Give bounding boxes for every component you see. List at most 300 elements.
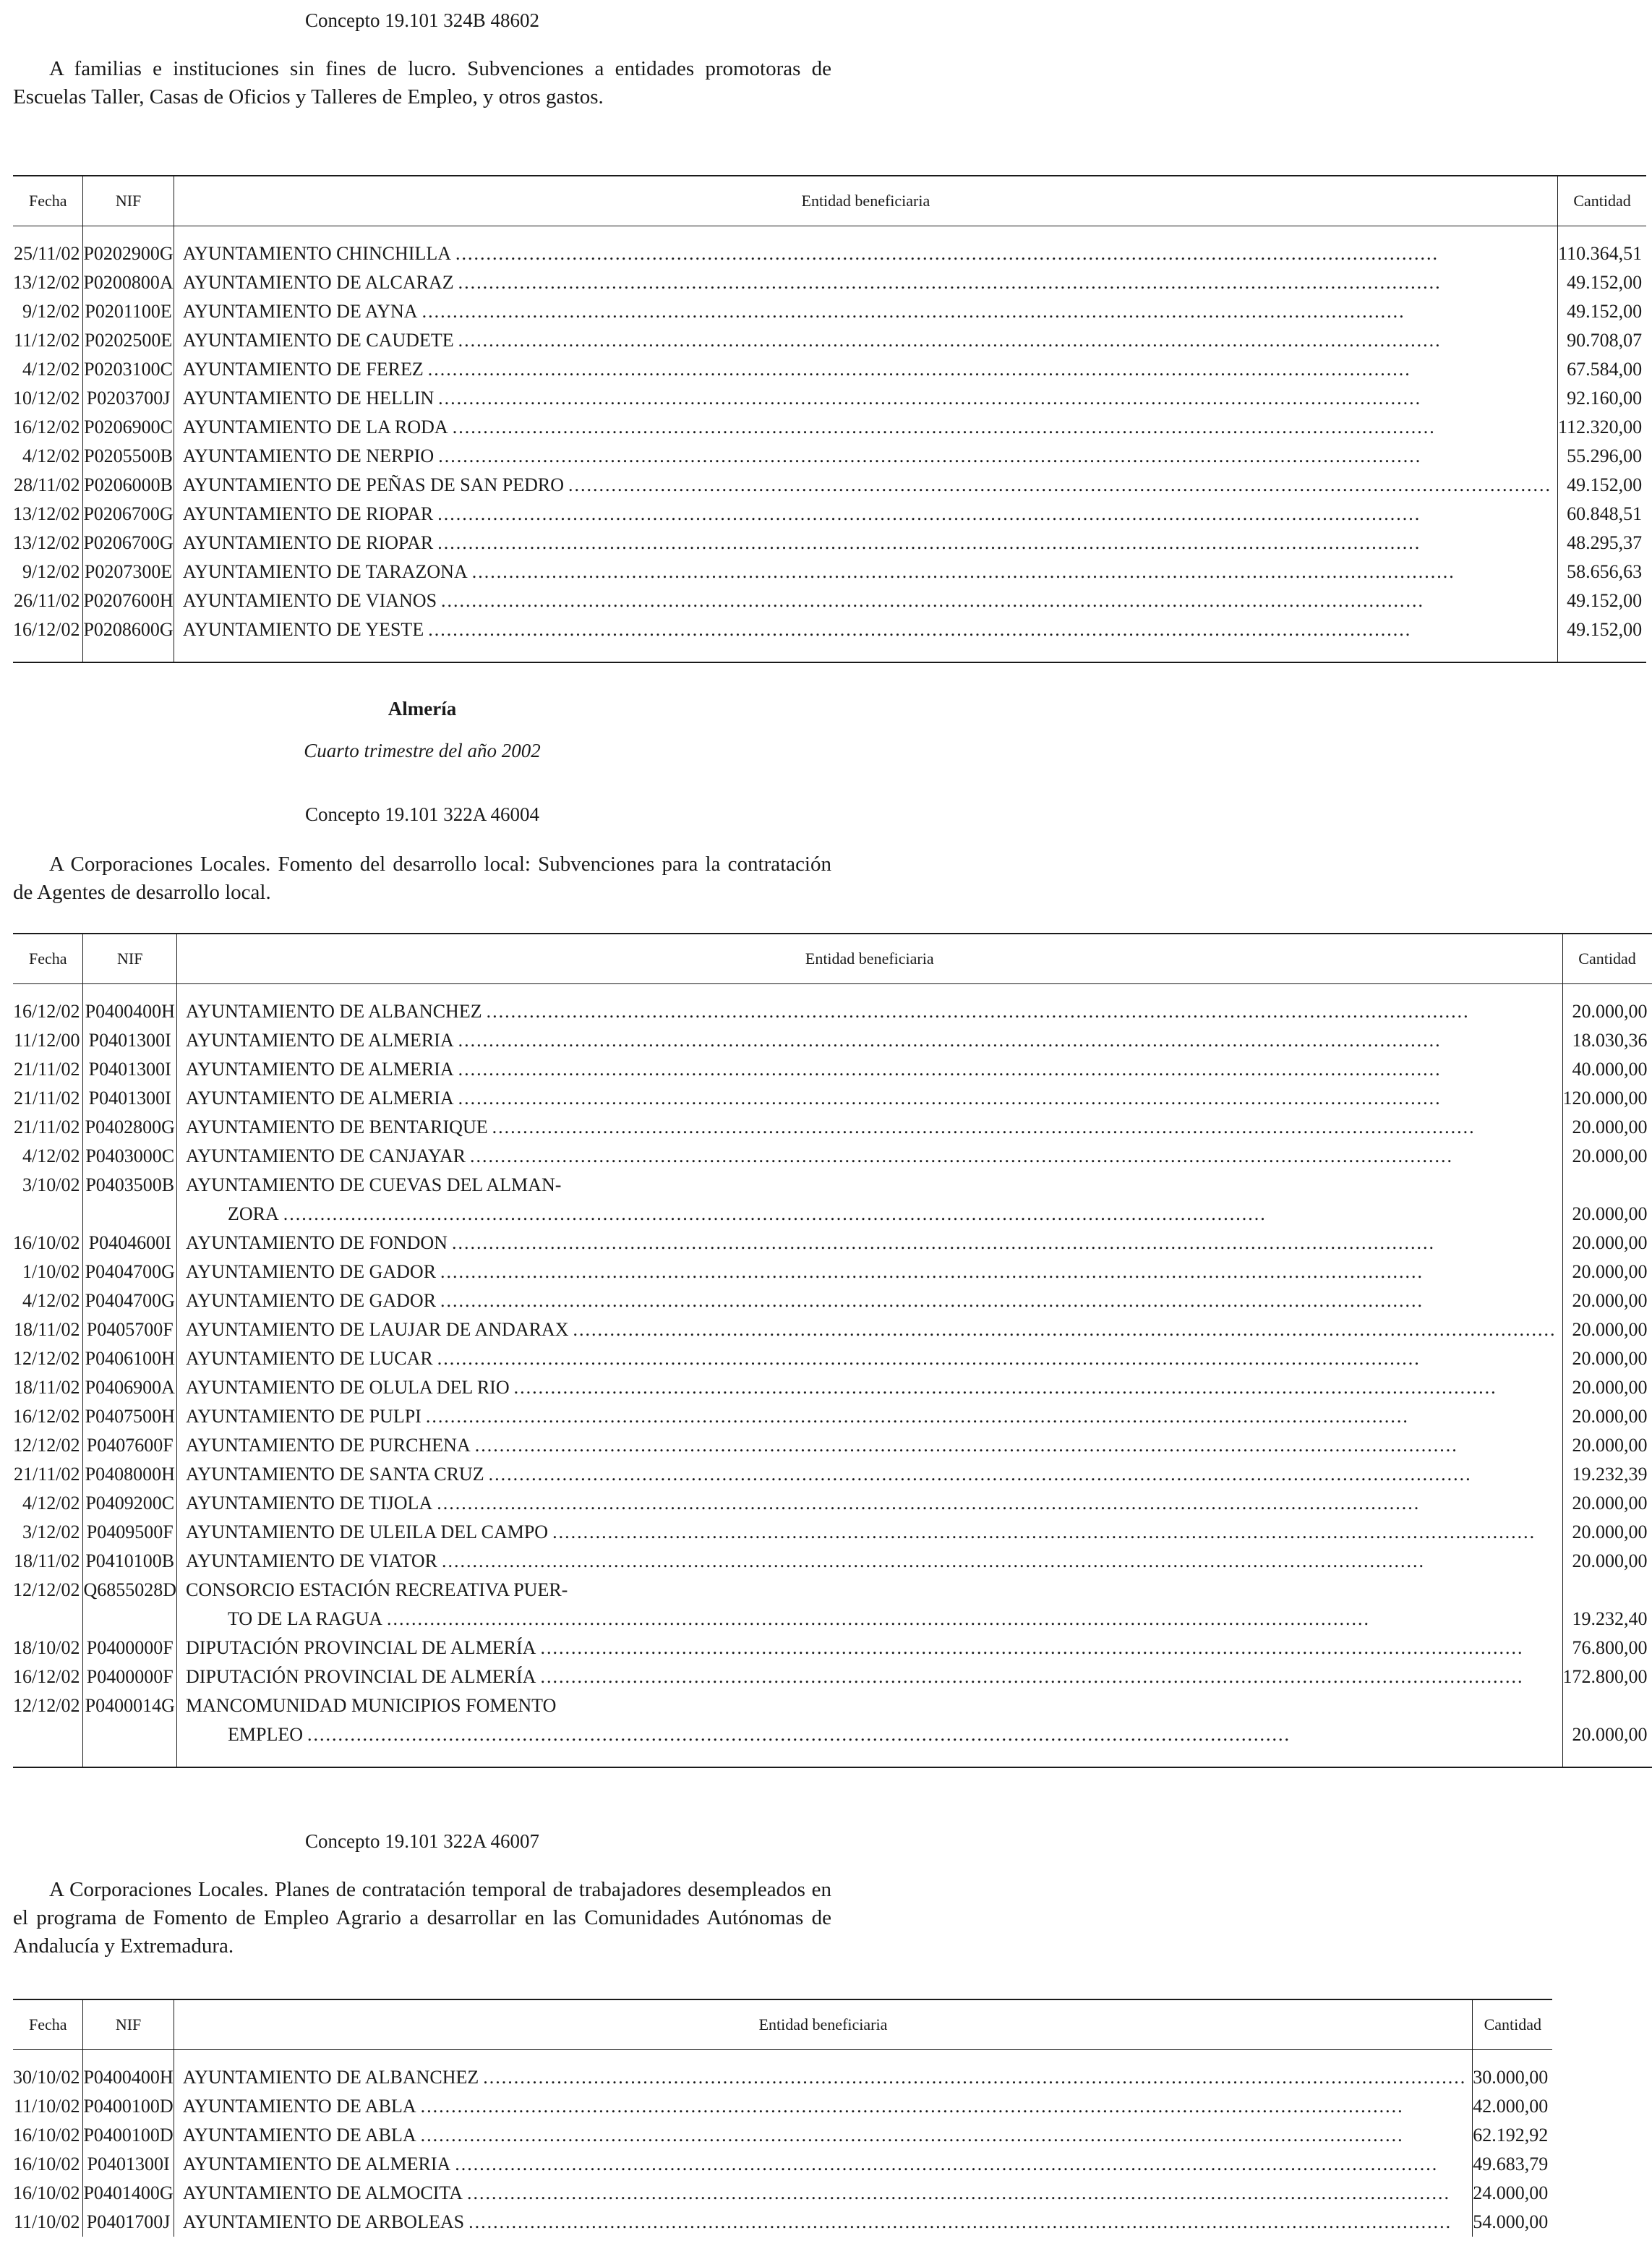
cell-fecha: 13/12/02 xyxy=(13,503,80,524)
cell-entidad xyxy=(174,2208,1473,2237)
cell-cantidad: 20.000,00 xyxy=(1562,1720,1652,1749)
cell-fecha: 13/12/02 xyxy=(13,532,80,553)
cell-entidad xyxy=(174,2121,1473,2150)
dot-leader: ................................................................................................................................................................ xyxy=(468,2211,1452,2232)
dot-leader: ................................................................................................................................................................ xyxy=(483,2067,1467,2088)
spacer-row xyxy=(13,984,1652,998)
table-row xyxy=(13,1605,1652,1634)
spacer-row xyxy=(13,226,1646,240)
entidad-name: AYUNTAMIENTO DE ALMERIA xyxy=(186,1059,454,1080)
cell-fecha: 21/11/02 xyxy=(13,1464,80,1485)
cell-nif: P0203100C xyxy=(83,355,174,384)
cell-cantidad: 20.000,00 xyxy=(1562,1229,1652,1258)
cell-entidad xyxy=(174,297,1557,326)
dot-leader: ................................................................................................................................................................ xyxy=(513,1377,1497,1398)
cell-cantidad: 24.000,00 xyxy=(1473,2179,1553,2208)
table-row xyxy=(13,442,1646,471)
cell-nif: P0403500B xyxy=(83,1171,177,1200)
cell-entidad xyxy=(174,384,1557,413)
dot-leader: ................................................................................................................................................................ xyxy=(428,619,1412,640)
cell-cantidad: 30.000,00 xyxy=(1473,2063,1553,2092)
cell-cantidad: 20.000,00 xyxy=(1562,1113,1652,1142)
dot-leader: ................................................................................................................................................................ xyxy=(458,1088,1442,1109)
spacer-row xyxy=(13,2050,1552,2064)
cell-nif: P0202500E xyxy=(83,326,174,355)
cell-nif: P0403000C xyxy=(83,1142,177,1171)
cell-entidad xyxy=(177,1229,1562,1258)
entidad-name: AYUNTAMIENTO DE PEÑAS DE SAN PEDRO xyxy=(182,474,565,495)
entidad-name: AYUNTAMIENTO DE ALBANCHEZ xyxy=(186,1001,482,1022)
cell-nif: P0207600H xyxy=(83,586,174,615)
entidad-name: AYUNTAMIENTO DE LA RODA xyxy=(182,417,448,437)
entidad-name: AYUNTAMIENTO DE ALBANCHEZ xyxy=(182,2067,479,2088)
cell-entidad xyxy=(174,326,1557,355)
cell-cantidad: 60.848,51 xyxy=(1558,500,1647,529)
cell-fecha: 18/11/02 xyxy=(13,1377,80,1398)
cell-nif: P0400000F xyxy=(83,1634,177,1662)
cell-fecha: 30/10/02 xyxy=(13,2067,80,2088)
region-title: Almería xyxy=(388,698,457,720)
table-row xyxy=(13,997,1652,1026)
grants-table-2 xyxy=(13,933,1652,1768)
table-row xyxy=(13,1344,1652,1373)
dot-leader: ................................................................................................................................................................ xyxy=(438,445,1422,466)
cell-fecha: 16/10/02 xyxy=(13,2182,80,2203)
cell-cantidad: 49.152,00 xyxy=(1558,297,1647,326)
cell-nif: P0409500F xyxy=(83,1518,177,1547)
cell-fecha: 10/12/02 xyxy=(13,388,80,409)
period-subtitle: Cuarto trimestre del año 2002 xyxy=(304,740,541,761)
header-entidad: Entidad beneficiaria xyxy=(177,934,1562,984)
cell-nif: P0206900C xyxy=(83,413,174,442)
cell-cantidad: 120.000,00 xyxy=(1562,1084,1652,1113)
cell-cantidad: 20.000,00 xyxy=(1562,1489,1652,1518)
cell-nif xyxy=(83,1200,177,1229)
dot-leader: ................................................................................................................................................................ xyxy=(492,1117,1476,1137)
header-entidad: Entidad beneficiaria xyxy=(174,176,1557,226)
entidad-name: AYUNTAMIENTO DE VIANOS xyxy=(182,590,437,611)
cell-entidad xyxy=(174,615,1557,644)
entidad-name: DIPUTACIÓN PROVINCIAL DE ALMERÍA xyxy=(186,1637,536,1658)
entidad-name: AYUNTAMIENTO DE NERPIO xyxy=(182,445,435,466)
cell-fecha: 3/12/02 xyxy=(22,1521,80,1542)
cell-fecha: 16/10/02 xyxy=(13,2154,80,2174)
entidad-name: AYUNTAMIENTO DE CAUDETE xyxy=(182,330,454,351)
cell-nif: Q6855028D xyxy=(83,1576,177,1605)
cell-entidad xyxy=(177,1344,1562,1373)
cell-fecha: 11/12/02 xyxy=(13,330,80,351)
table-row xyxy=(13,1460,1652,1489)
cell-fecha: 18/11/02 xyxy=(13,1550,80,1571)
cell-entidad xyxy=(177,1720,1562,1749)
table-row xyxy=(13,2150,1552,2179)
spacer-row xyxy=(13,644,1646,662)
entidad-name: AYUNTAMIENTO DE GADOR xyxy=(186,1290,437,1311)
cell-fecha: 16/12/02 xyxy=(13,1406,80,1427)
entidad-name: AYUNTAMIENTO CHINCHILLA xyxy=(182,243,451,264)
dot-leader: ................................................................................................................................................................ xyxy=(455,2154,1439,2174)
cell-cantidad: 49.152,00 xyxy=(1558,615,1647,644)
cell-entidad xyxy=(174,471,1557,500)
cell-cantidad: 58.656,63 xyxy=(1558,558,1647,586)
cell-entidad xyxy=(174,586,1557,615)
cell-nif xyxy=(83,1720,177,1749)
cell-entidad xyxy=(177,997,1562,1026)
cell-fecha: 1/10/02 xyxy=(22,1261,80,1282)
cell-entidad xyxy=(174,355,1557,384)
cell-nif: P0410100B xyxy=(83,1547,177,1576)
cell-nif: P0207300E xyxy=(83,558,174,586)
cell-entidad xyxy=(177,1373,1562,1402)
cell-entidad xyxy=(174,442,1557,471)
table-row xyxy=(13,529,1646,558)
header-nif: NIF xyxy=(83,1999,174,2050)
table-row xyxy=(13,2208,1552,2237)
cell-nif: P0206700G xyxy=(83,500,174,529)
cell-cantidad: 172.800,00 xyxy=(1562,1662,1652,1691)
cell-cantidad: 49.152,00 xyxy=(1558,471,1647,500)
cell-cantidad: 42.000,00 xyxy=(1473,2092,1553,2121)
table-row xyxy=(13,1547,1652,1576)
table-row xyxy=(13,1026,1652,1055)
cell-entidad xyxy=(177,1286,1562,1315)
entidad-name: AYUNTAMIENTO DE OLULA DEL RIO xyxy=(186,1377,510,1398)
cell-cantidad: 76.800,00 xyxy=(1562,1634,1652,1662)
table-row xyxy=(13,2063,1552,2092)
cell-entidad xyxy=(174,413,1557,442)
cell-entidad xyxy=(177,1200,1562,1229)
cell-cantidad: 49.152,00 xyxy=(1558,586,1647,615)
cell-nif: P0400400H xyxy=(83,997,177,1026)
table-row xyxy=(13,1315,1652,1344)
cell-fecha: 12/12/02 xyxy=(13,1695,80,1716)
dot-leader: ................................................................................................................................................................ xyxy=(452,417,1436,437)
cell-nif: P0202900G xyxy=(83,239,174,268)
table-row xyxy=(13,1576,1652,1605)
entidad-name: CONSORCIO ESTACIÓN RECREATIVA PUER- xyxy=(186,1579,568,1600)
table-row xyxy=(13,1489,1652,1518)
cell-nif: P0406900A xyxy=(83,1373,177,1402)
table-row xyxy=(13,1720,1652,1749)
dot-leader: ................................................................................................................................................................ xyxy=(437,1493,1421,1514)
entidad-name: AYUNTAMIENTO DE PURCHENA xyxy=(186,1435,471,1456)
dot-leader: ................................................................................................................................................................ xyxy=(440,1290,1424,1311)
entidad-name: ZORA xyxy=(228,1203,279,1224)
cell-nif: P0400100D xyxy=(83,2092,174,2121)
header-fecha: Fecha xyxy=(13,176,83,226)
entidad-name: AYUNTAMIENTO DE TIJOLA xyxy=(186,1493,433,1514)
cell-nif: P0406100H xyxy=(83,1344,177,1373)
spacer-row xyxy=(13,1749,1652,1767)
cell-nif: P0206000B xyxy=(83,471,174,500)
dot-leader: ................................................................................................................................................................ xyxy=(474,1435,1458,1456)
table-row xyxy=(13,297,1646,326)
dot-leader: ................................................................................................................................................................ xyxy=(420,2125,1404,2146)
cell-nif xyxy=(83,1605,177,1634)
cell-entidad xyxy=(177,1518,1562,1547)
table-row xyxy=(13,586,1646,615)
cell-entidad xyxy=(177,1691,1562,1720)
dot-leader: ................................................................................................................................................................ xyxy=(441,590,1425,611)
concepto-heading-1: Concepto 19.101 324B 48602 xyxy=(305,9,539,31)
dot-leader: ................................................................................................................................................................ xyxy=(466,2182,1450,2203)
cell-fecha: 4/12/02 xyxy=(22,359,80,380)
cell-entidad xyxy=(177,1460,1562,1489)
dot-leader: ................................................................................................................................................................ xyxy=(387,1608,1371,1629)
cell-nif: P0400100D xyxy=(83,2121,174,2150)
dot-leader: ................................................................................................................................................................ xyxy=(437,532,1421,553)
cell-cantidad: 62.192,92 xyxy=(1473,2121,1553,2150)
table-row xyxy=(13,1142,1652,1171)
cell-nif: P0401300I xyxy=(83,2150,174,2179)
cell-entidad xyxy=(177,1113,1562,1142)
cell-cantidad xyxy=(1562,1576,1652,1605)
cell-nif: P0405700F xyxy=(83,1315,177,1344)
cell-cantidad: 54.000,00 xyxy=(1473,2208,1553,2237)
dot-leader: ................................................................................................................................................................ xyxy=(438,388,1422,409)
cell-entidad xyxy=(177,1055,1562,1084)
entidad-name: AYUNTAMIENTO DE AYNA xyxy=(182,301,418,322)
header-fecha: Fecha xyxy=(13,1999,83,2050)
cell-cantidad: 67.584,00 xyxy=(1558,355,1647,384)
dot-leader: ................................................................................................................................................................ xyxy=(420,2096,1404,2117)
cell-nif: P0409200C xyxy=(83,1489,177,1518)
header-nif: NIF xyxy=(83,176,174,226)
cell-entidad xyxy=(177,1547,1562,1576)
cell-cantidad: 20.000,00 xyxy=(1562,1373,1652,1402)
cell-fecha: 16/12/02 xyxy=(13,417,80,437)
entidad-name: AYUNTAMIENTO DE ALMERIA xyxy=(186,1088,454,1109)
entidad-name: AYUNTAMIENTO DE LUCAR xyxy=(186,1348,433,1369)
cell-cantidad: 19.232,39 xyxy=(1562,1460,1652,1489)
entidad-name: AYUNTAMIENTO DE GADOR xyxy=(186,1261,437,1282)
table-row xyxy=(13,326,1646,355)
entidad-name: AYUNTAMIENTO DE CANJAYAR xyxy=(186,1145,466,1166)
table-row xyxy=(13,2179,1552,2208)
cell-fecha: 16/10/02 xyxy=(13,1232,80,1253)
table-row xyxy=(13,1662,1652,1691)
dot-leader: ................................................................................................................................................................ xyxy=(471,561,1455,582)
cell-fecha: 9/12/02 xyxy=(22,561,80,582)
cell-nif: P0203700J xyxy=(83,384,174,413)
header-entidad: Entidad beneficiaria xyxy=(174,1999,1473,2050)
cell-entidad xyxy=(177,1576,1562,1605)
dot-leader: ................................................................................................................................................................ xyxy=(486,1001,1470,1022)
cell-nif: P0401400G xyxy=(83,2179,174,2208)
cell-fecha: 16/12/02 xyxy=(13,1001,80,1022)
table-row xyxy=(13,1691,1652,1720)
entidad-name: AYUNTAMIENTO DE VIATOR xyxy=(186,1550,437,1571)
cell-nif: P0407600F xyxy=(83,1431,177,1460)
cell-entidad xyxy=(174,500,1557,529)
dot-leader: ................................................................................................................................................................ xyxy=(458,1059,1442,1080)
cell-fecha: 28/11/02 xyxy=(13,474,80,495)
header-cantidad: Cantidad xyxy=(1473,1999,1553,2050)
cell-fecha: 25/11/02 xyxy=(13,243,80,264)
cell-fecha: 4/12/02 xyxy=(22,1290,80,1311)
concepto-description-3 xyxy=(13,1876,831,1960)
cell-entidad xyxy=(174,2150,1473,2179)
cell-nif: P0408000H xyxy=(83,1460,177,1489)
cell-fecha: 18/11/02 xyxy=(13,1319,80,1340)
concepto-description-1 xyxy=(13,55,831,111)
cell-fecha: 18/10/02 xyxy=(13,1637,80,1658)
cell-cantidad: 20.000,00 xyxy=(1562,997,1652,1026)
table-row xyxy=(13,1229,1652,1258)
description-text-1: A familias e instituciones sin fines de lucro. Subvenciones a entidades promotoras de Escuelas Taller, Casas de Oficios y Talleres de Empleo, y otros gastos. xyxy=(13,57,831,108)
dot-leader: ................................................................................................................................................................ xyxy=(283,1203,1267,1224)
grants-table-1 xyxy=(13,175,1646,663)
cell-nif: P0401700J xyxy=(83,2208,174,2237)
table-row xyxy=(13,355,1646,384)
cell-nif: P0400014G xyxy=(83,1691,177,1720)
cell-cantidad: 110.364,51 xyxy=(1558,239,1647,268)
cell-fecha: 21/11/02 xyxy=(13,1059,80,1080)
cell-entidad xyxy=(174,239,1557,268)
cell-cantidad: 20.000,00 xyxy=(1562,1431,1652,1460)
cell-entidad xyxy=(174,268,1557,297)
dot-leader: ................................................................................................................................................................ xyxy=(425,1406,1409,1427)
table-row xyxy=(13,384,1646,413)
dot-leader: ................................................................................................................................................................ xyxy=(440,1261,1424,1282)
table-row xyxy=(13,1113,1652,1142)
cell-entidad xyxy=(174,2063,1473,2092)
header-nif: NIF xyxy=(83,934,177,984)
cell-cantidad: 49.152,00 xyxy=(1558,268,1647,297)
table-row xyxy=(13,1518,1652,1547)
cell-entidad xyxy=(177,1634,1562,1662)
cell-entidad xyxy=(177,1258,1562,1286)
entidad-name: AYUNTAMIENTO DE ALMOCITA xyxy=(182,2182,463,2203)
cell-cantidad: 20.000,00 xyxy=(1562,1518,1652,1547)
cell-entidad xyxy=(177,1402,1562,1431)
description-text-3: A Corporaciones Locales. Planes de contratación temporal de trabajadores desempleados en el programa de Fomento de Empleo Agrario a desarrollar en las Comunidades Autónomas de Andalucía y Extremadura. xyxy=(13,1878,831,1958)
cell-cantidad: 18.030,36 xyxy=(1562,1026,1652,1055)
dot-leader: ................................................................................................................................................................ xyxy=(458,1030,1442,1051)
grants-table-3 xyxy=(13,1999,1552,2237)
cell-cantidad: 19.232,40 xyxy=(1562,1605,1652,1634)
dot-leader: ................................................................................................................................................................ xyxy=(540,1637,1524,1658)
dot-leader: ................................................................................................................................................................ xyxy=(458,330,1442,351)
cell-fecha: 26/11/02 xyxy=(13,590,80,611)
table-row xyxy=(13,500,1646,529)
entidad-name: AYUNTAMIENTO DE ABLA xyxy=(182,2096,416,2117)
cell-cantidad: 20.000,00 xyxy=(1562,1142,1652,1171)
cell-fecha: 12/12/02 xyxy=(13,1348,80,1369)
dot-leader: ................................................................................................................................................................ xyxy=(470,1145,1454,1166)
cell-fecha: 4/12/02 xyxy=(22,445,80,466)
cell-nif: P0208600G xyxy=(83,615,174,644)
cell-nif: P0407500H xyxy=(83,1402,177,1431)
cell-nif: P0201100E xyxy=(83,297,174,326)
table-row xyxy=(13,558,1646,586)
entidad-name: MANCOMUNIDAD MUNICIPIOS FOMENTO xyxy=(186,1695,557,1716)
cell-entidad xyxy=(174,529,1557,558)
cell-fecha: 4/12/02 xyxy=(22,1493,80,1514)
table-row xyxy=(13,1634,1652,1662)
cell-fecha: 12/12/02 xyxy=(13,1435,80,1456)
dot-leader: ................................................................................................................................................................ xyxy=(540,1666,1524,1687)
description-text-2: A Corporaciones Locales. Fomento del desarrollo local: Subvenciones para la contratación de Agentes de desarrollo local. xyxy=(13,853,831,904)
entidad-name: AYUNTAMIENTO DE FEREZ xyxy=(182,359,424,380)
table-row xyxy=(13,615,1646,644)
concepto-description-2 xyxy=(13,850,831,907)
cell-entidad xyxy=(177,1489,1562,1518)
entidad-name: AYUNTAMIENTO DE PULPI xyxy=(186,1406,421,1427)
entidad-name: AYUNTAMIENTO DE CUEVAS DEL ALMAN- xyxy=(186,1174,562,1195)
table-row xyxy=(13,1402,1652,1431)
cell-fecha: 11/10/02 xyxy=(13,2211,80,2232)
cell-cantidad: 48.295,37 xyxy=(1558,529,1647,558)
cell-fecha: 16/12/02 xyxy=(13,619,80,640)
cell-entidad xyxy=(174,2092,1473,2121)
entidad-name: AYUNTAMIENTO DE ARBOLEAS xyxy=(182,2211,465,2232)
cell-nif: P0401300I xyxy=(83,1055,177,1084)
table-row xyxy=(13,2121,1552,2150)
table-row xyxy=(13,1084,1652,1113)
cell-nif: P0400400H xyxy=(83,2063,174,2092)
entidad-name: AYUNTAMIENTO DE HELLIN xyxy=(182,388,435,409)
entidad-name: AYUNTAMIENTO DE TARAZONA xyxy=(182,561,468,582)
dot-leader: ................................................................................................................................................................ xyxy=(458,272,1442,293)
dot-leader: ................................................................................................................................................................ xyxy=(307,1724,1291,1745)
cell-fecha: 13/12/02 xyxy=(13,272,80,293)
header-fecha: Fecha xyxy=(13,934,83,984)
cell-fecha xyxy=(13,1720,83,1749)
cell-entidad xyxy=(177,1142,1562,1171)
entidad-name: AYUNTAMIENTO DE RIOPAR xyxy=(182,532,434,553)
cell-fecha: 11/12/00 xyxy=(13,1030,80,1051)
cell-entidad xyxy=(174,558,1557,586)
cell-cantidad: 49.683,79 xyxy=(1473,2150,1553,2179)
dot-leader: ................................................................................................................................................................ xyxy=(573,1319,1557,1340)
cell-entidad xyxy=(177,1662,1562,1691)
cell-cantidad: 112.320,00 xyxy=(1558,413,1647,442)
entidad-name: AYUNTAMIENTO DE YESTE xyxy=(182,619,424,640)
entidad-name: AYUNTAMIENTO DE BENTARIQUE xyxy=(186,1117,488,1137)
cell-cantidad: 55.296,00 xyxy=(1558,442,1647,471)
cell-entidad xyxy=(177,1431,1562,1460)
cell-cantidad: 20.000,00 xyxy=(1562,1258,1652,1286)
cell-cantidad: 20.000,00 xyxy=(1562,1547,1652,1576)
table-row xyxy=(13,1171,1652,1200)
cell-nif: P0206700G xyxy=(83,529,174,558)
cell-nif: P0205500B xyxy=(83,442,174,471)
header-cantidad: Cantidad xyxy=(1562,934,1652,984)
cell-fecha: 16/12/02 xyxy=(13,1666,80,1687)
cell-fecha: 3/10/02 xyxy=(22,1174,80,1195)
table-row xyxy=(13,413,1646,442)
entidad-name: AYUNTAMIENTO DE ALMERIA xyxy=(182,2154,451,2174)
cell-nif: P0200800A xyxy=(83,268,174,297)
dot-leader: ................................................................................................................................................................ xyxy=(437,1348,1421,1369)
table-row xyxy=(13,1431,1652,1460)
dot-leader: ................................................................................................................................................................ xyxy=(568,474,1552,495)
dot-leader: ................................................................................................................................................................ xyxy=(455,243,1439,264)
cell-nif: P0404700G xyxy=(83,1286,177,1315)
cell-fecha xyxy=(13,1200,83,1229)
cell-cantidad xyxy=(1562,1691,1652,1720)
entidad-name: AYUNTAMIENTO DE LAUJAR DE ANDARAX xyxy=(186,1319,569,1340)
dot-leader: ................................................................................................................................................................ xyxy=(441,1550,1425,1571)
table-row xyxy=(13,1286,1652,1315)
cell-cantidad: 20.000,00 xyxy=(1562,1200,1652,1229)
concepto-heading-3: Concepto 19.101 322A 46007 xyxy=(305,1830,539,1852)
cell-cantidad: 92.160,00 xyxy=(1558,384,1647,413)
dot-leader: ................................................................................................................................................................ xyxy=(488,1464,1472,1485)
cell-nif: P0400000F xyxy=(83,1662,177,1691)
table-row xyxy=(13,1258,1652,1286)
